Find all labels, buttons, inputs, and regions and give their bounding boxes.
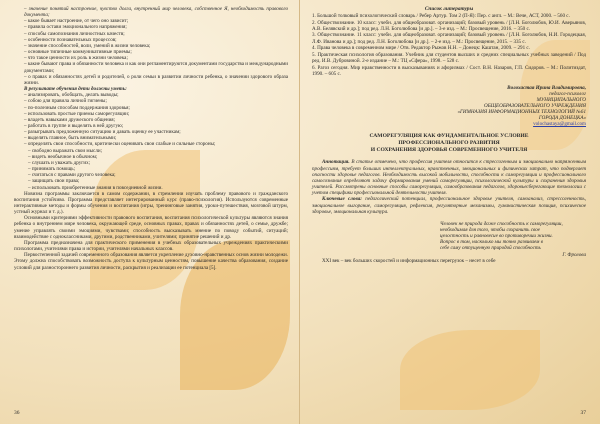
- author-affiliation: ОБЩЕОБРАЗОВАТЕЛЬНОГО УЧРЕЖДЕНИЯ: [484, 103, 586, 110]
- paragraph: – видеть необычное в обычном;: [28, 153, 98, 160]
- paragraph: – основные типичные коммуникативные приемы;: [24, 49, 132, 56]
- paragraph: – какие бывают права и обязанности человека и как они регламентируются документами государства и международными документами;: [24, 61, 288, 74]
- abstract: [312, 159, 586, 196]
- abstract-text: В статье отмечено, что профессия учителя относится к стрессогенным и эмоционально напряженным профессиям, требует больших интеллектуальных, нравственных, эмоциональных и физических затрат, что подвергает опасности здоровье педагогов. Необходимость высокой мобильности, способности к саморегуляции и профессионального самосознания определяют задачу формирования умений саморегуляции, психологической культуры и сохранения здоровья учителей. Рассмотрены основные способы саморегуляции, самообразования педагогов, здоровьесберегающие технологии с учетом специфики профессиональной деятельности учителя.: [312, 159, 586, 197]
- paragraph: – определять свои способности, критически оценивать свои слабые и сильные стороны;: [24, 141, 216, 148]
- author-name: Волохастая Ирина Владимировна,: [507, 85, 586, 92]
- paragraph: – выделять главное, быть внимательными;: [24, 135, 117, 142]
- references-list: [312, 13, 586, 77]
- paragraph: – особенности познавательных процессов;: [24, 36, 117, 43]
- epigraph: [440, 221, 586, 252]
- paragraph: – собою для правила личной гигиены;: [24, 98, 107, 105]
- title-line: САМОРЕГУЛЯЦИЯ КАК ФУНДАМЕНТАЛЬНОЕ УСЛОВИЕ: [369, 133, 529, 140]
- paragraph: – слушать и уважать других;: [28, 159, 91, 166]
- paragraph: – считаться с правами другого человека;: [28, 172, 116, 179]
- author-affiliation: «ГИМНАЗИЯ ИНФОРМАЦИОННЫХ ТЕХНОЛОГИЙ №61: [457, 109, 586, 116]
- paragraph: – о правах и обязанностях детей и родителей, о роли семьи в развитии личности ребенка, о значении здорового образа жизни.: [24, 73, 288, 86]
- paragraph: – значение понятий настроение, чувство долга, внутренний мир человека, собственное Я, необходимость правового документа;: [24, 6, 288, 19]
- paragraph: Программа предназначена для практического применения в учебных образовательных учреждениях практическими психологами, учителями права и истории, учителями начальных классов.: [14, 239, 288, 253]
- paragraph: – работать в группе и выделять в ней другую;: [24, 122, 124, 129]
- paragraph: – защищать свои права;: [28, 178, 80, 185]
- paragraph: – принимать помощь;: [28, 166, 76, 173]
- paragraph: – использовать простые приемы саморегуляции;: [24, 110, 130, 117]
- paragraph: – правила остави эмоционального напряжения;: [24, 24, 127, 31]
- epigraph-line: Вопрос в том, насколько мы точно развиваем в: [440, 239, 543, 246]
- epigraph-source: Г. Фролова: [562, 251, 586, 258]
- author-email-link[interactable]: volochastaya@gmail.com: [533, 121, 586, 128]
- paragraph: В результате обучения дети должны уметь:: [24, 86, 127, 93]
- reference-item: 4. Права человека в современном мире / Отв. Редактор Рыжов Н.Н. – Донецк: Каштан, 2009. – 291 с.: [312, 45, 530, 52]
- keywords: [312, 196, 586, 214]
- paragraph: – значение способностей, воли, умений в жизни человека;: [24, 42, 151, 49]
- paragraph: Основными критериями эффективности правового воспитания, воспитания психологической культуры являются знания ребенка о внутреннем мире человека, окружающей среде, основных правах, правах и обязанностях детей, о семье, дружбе; умение управлять своими эмоциями, чувствами; способность высказывать мнение по поводу событий, ситуаций; взаимодействие с одноклассниками, другими, родственниками, учителями; принятие решений и др.: [14, 215, 288, 240]
- paragraph: – разыгрывать предложенную ситуацию и давать оценку ее участникам;: [24, 129, 181, 136]
- references-title: Список литературы: [424, 6, 474, 12]
- left-page-text: [14, 6, 288, 271]
- author-block: [312, 85, 586, 127]
- epigraph-line: себе саму отпущенную природой способность: [440, 245, 541, 252]
- author-affiliation: педагог-психолог: [549, 91, 586, 98]
- reference-item: 5. Практическая психология образования. Учебник для студентов высших и средних специальных учебных заведений / Под ред. И.В. Дубровиной. 2-е издание – М.: ТЦ «Сфера», 1998. – 528 с.: [312, 51, 586, 65]
- paragraph: – способы самопознания личностных качеств;: [24, 30, 125, 37]
- article-title: [316, 133, 582, 153]
- paragraph: Новизна программы заключается в самом содержании, в стремлении изучать проблему правового и гражданского воспитания устойчиво. Программа представляет интегрированный курс (право-психология). Используются современные интерактивные методы и формы обучения и воспитания (игры, тренинговые занятия, уроки-путешествия, мозговой штурм, устный журнал и т. д.).: [14, 190, 288, 216]
- epigraph-line: целостность и равновесие во противоречии жизни.: [440, 233, 553, 240]
- page-number-left: 36: [14, 410, 20, 416]
- author-affiliation: МУНИЦИПАЛЬНОГО: [536, 97, 586, 104]
- reference-item: 2. Обществознание. 10 класс: учебн. для общеобразоват. организаций; базовый уровень / [Л.Н. Боголюбов, Ю.И. Аверьянов, А.В. Белявский и др.]; под ред. Л.Н. Боголюбова [и др.]. – 3-е изд. – М.: Просвещение, 2016. – 350 с.: [312, 19, 586, 32]
- author-affiliation: ГОРОДА ДОНЕЦКА»: [538, 115, 586, 122]
- paragraph: – использовать приобретенные знания в повседневной жизни.: [28, 184, 163, 191]
- paragraph: – по-полезным способам поддержания здоровья;: [24, 104, 130, 111]
- reference-item: 1. Большой толковый психологический словарь / Ребер Артур. Том 2 (П-Я): Пер. с англ. – М.: Вече, АСТ, 2000. – 560 с.: [312, 13, 570, 19]
- paragraph: – владеть навыками дружеского общения;: [24, 116, 116, 123]
- right-page: [300, 0, 600, 424]
- keywords-label: Ключевые слова:: [322, 196, 362, 203]
- reference-item: 3. Обществознание. 11 класс: учебн. для общеобразоват. организаций; базовый уровень / [Л.Н. Боголюбов, Н.И. Городецкая, Л.Ф. Иванова и др.]; под ред. Л.Н. Боголюбова [и др.]. – 2-е изд. – М.: Просвещение, 2015. – 335 с.: [312, 32, 586, 45]
- title-line: И СОХРАНЕНИЯ ЗДОРОВЬЯ СОВРЕМЕННОГО УЧИТЕЛЯ: [370, 146, 528, 153]
- paragraph: – свободно выражать свои мысли;: [28, 147, 103, 154]
- keywords-text: педагогический потенциал, профессиональное здоровье учителя, самоанализ, стрессогенность, эмоциональное выгорание, саморегуляция, рефлексия, регуляторные механизмы, гуманистическая позиция, психическое здоровье, эмоциональная культура.: [312, 196, 587, 215]
- body-first-line: XXI век – век больших скоростей и информационных перегрузок – несет в себе: [322, 257, 496, 264]
- paragraph: – анализировать, обобщать, делать выводы;: [24, 92, 119, 99]
- paragraph: – какое бывает настроение, от чего оно зависит;: [24, 18, 129, 25]
- paragraph: – что такое ценности их роль в жизни человека;: [24, 55, 128, 62]
- page-number-right: 37: [580, 410, 586, 416]
- epigraph-line: необходимая для того, чтобы сохранить свое: [440, 227, 540, 234]
- abstract-label: Аннотация.: [322, 159, 350, 166]
- paragraph: Первостепенной задачей современного образования является укрепление духовно-нравственных основ жизни молодежи. Этому должна способствовать возможность доступа к культурным ценностям, повышение качества образования, создание условий для разностороннего развития личности, раскрытия и реализации ее потенциала [5].: [14, 252, 288, 271]
- title-line: ПРОФЕССИОНАЛЬНОГО РАЗВИТИЯ: [398, 139, 500, 146]
- epigraph-line: Человек не природа даже способность к саморегуляции,: [440, 220, 563, 227]
- reference-item: 6. Рагоз сегодня. Мир нравственности в высказываниях и афоризмах / Сост. В.Н. Назаров, Г.П. Сидоров. – М.: Политиздат, 1990. – 605 с.: [312, 64, 586, 77]
